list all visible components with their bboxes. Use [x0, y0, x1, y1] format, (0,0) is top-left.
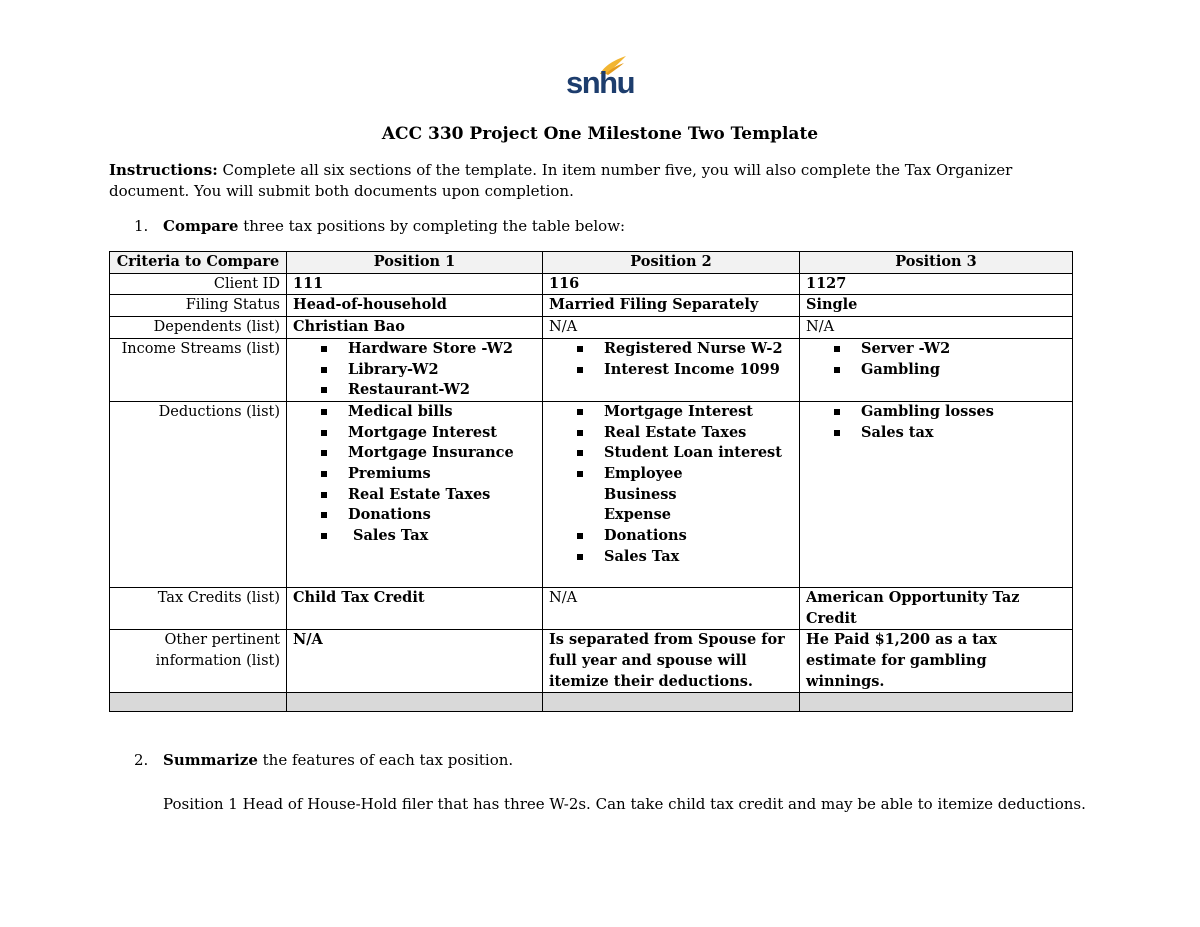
cell-value: N/A: [287, 630, 543, 693]
bullet-list: [549, 402, 793, 568]
item-compare: [134, 216, 625, 237]
snhu-logo: [566, 54, 635, 102]
list-item: Server -W2: [834, 339, 1066, 360]
cell-value: N/A: [543, 587, 800, 629]
cell-value: He Paid $1,200 as a tax estimate for gambling winnings.: [800, 630, 1073, 693]
item-text: three tax positions by completing the table below:: [238, 217, 626, 235]
table-row-dependents: [110, 317, 1073, 339]
bullet-list: [293, 339, 536, 401]
list-item: Sales Tax: [321, 526, 536, 547]
row-label: Dependents (list): [110, 317, 287, 339]
cell-value: Married Filing Separately: [543, 295, 800, 317]
list-item: Gambling: [834, 360, 1066, 381]
cell-value: Christian Bao: [287, 317, 543, 339]
footer-cell: [800, 693, 1073, 712]
cell-value: 116: [543, 273, 800, 295]
cell-value: 1127: [800, 273, 1073, 295]
list-item: Student Loan interest: [577, 443, 793, 464]
row-label: Client ID: [110, 273, 287, 295]
list-item: Hardware Store -W2: [321, 339, 536, 360]
list-item: Restaurant-W2: [321, 380, 536, 401]
row-label: Deductions (list): [110, 401, 287, 587]
row-label: Other pertinent information (list): [110, 630, 287, 693]
comparison-table: [109, 251, 1073, 712]
table-row-client-id: [110, 273, 1073, 295]
item-number: 2.: [134, 751, 149, 769]
list-item: Gambling losses: [834, 402, 1066, 423]
table-row-other-info: [110, 630, 1073, 693]
header-position-1: Position 1: [287, 252, 543, 274]
header-criteria: Criteria to Compare: [110, 252, 287, 274]
table-header-row: [110, 252, 1073, 274]
table-row-filing-status: [110, 295, 1073, 317]
list-item: Donations: [577, 526, 793, 547]
list-item: Sales Tax: [577, 547, 793, 568]
bullet-list: [293, 402, 536, 547]
bullet-list: [549, 339, 793, 380]
footer-cell: [543, 693, 800, 712]
list-item: Library-W2: [321, 360, 536, 381]
item-text: the features of each tax position.: [257, 751, 514, 769]
header-position-2: Position 2: [543, 252, 800, 274]
footer-cell: [287, 693, 543, 712]
item-number: 1.: [134, 217, 149, 235]
cell-value: Head-of-household: [287, 295, 543, 317]
row-label: Tax Credits (list): [110, 587, 287, 629]
header-position-3: Position 3: [800, 252, 1073, 274]
list-item: Mortgage Interest: [321, 423, 536, 444]
list-item: Real Estate Taxes: [577, 423, 793, 444]
bullet-list: [806, 339, 1066, 380]
instructions-text: Complete all six sections of the template. In item number five, you will also complete the Tax Organizer document. You will submit both documents upon completion.: [109, 161, 1013, 200]
cell-list: [800, 401, 1073, 587]
cell-value: N/A: [800, 317, 1073, 339]
list-item: Mortgage Interest: [577, 402, 793, 423]
logo-text: snhu: [566, 65, 635, 100]
cell-value: Single: [800, 295, 1073, 317]
cell-value: American Opportunity Taz Credit: [800, 587, 1073, 629]
list-item: Premiums: [321, 464, 536, 485]
bullet-list: [806, 402, 1066, 443]
list-item: Donations: [321, 505, 536, 526]
cell-value: N/A: [543, 317, 800, 339]
item-keyword: Summarize: [163, 751, 258, 769]
list-item: Real Estate Taxes: [321, 485, 536, 506]
list-item: Mortgage Insurance: [321, 443, 536, 464]
cell-value: 111: [287, 273, 543, 295]
cell-value: Is separated from Spouse for full year and spouse will itemize their deductions.: [543, 630, 800, 693]
list-item: Sales tax: [834, 423, 1066, 444]
cell-list: [287, 338, 543, 401]
cell-value: Child Tax Credit: [287, 587, 543, 629]
table-row-tax-credits: [110, 587, 1073, 629]
instructions: [109, 160, 1089, 202]
cell-list: [287, 401, 543, 587]
list-item: Employee Business Expense: [577, 464, 793, 526]
list-item: Medical bills: [321, 402, 536, 423]
cell-list: [543, 401, 800, 587]
footer-cell: [110, 693, 287, 712]
table-row-deductions: [110, 401, 1073, 587]
table-row-income-streams: [110, 338, 1073, 401]
item-keyword: Compare: [163, 217, 239, 235]
summary-paragraph: Position 1 Head of House-Hold filer that has three W-2s. Can take child tax credit and may be able to itemize deductions.: [163, 795, 1086, 813]
list-item: Registered Nurse W-2: [577, 339, 793, 360]
row-label: Filing Status: [110, 295, 287, 317]
list-item: Interest Income 1099: [577, 360, 793, 381]
row-label: Income Streams (list): [110, 338, 287, 401]
cell-list: [800, 338, 1073, 401]
instructions-label: Instructions:: [109, 161, 218, 179]
item-summarize: [134, 750, 513, 771]
cell-list: [543, 338, 800, 401]
table-footer-row: [110, 693, 1073, 712]
page-title: ACC 330 Project One Milestone Two Template: [381, 124, 819, 144]
